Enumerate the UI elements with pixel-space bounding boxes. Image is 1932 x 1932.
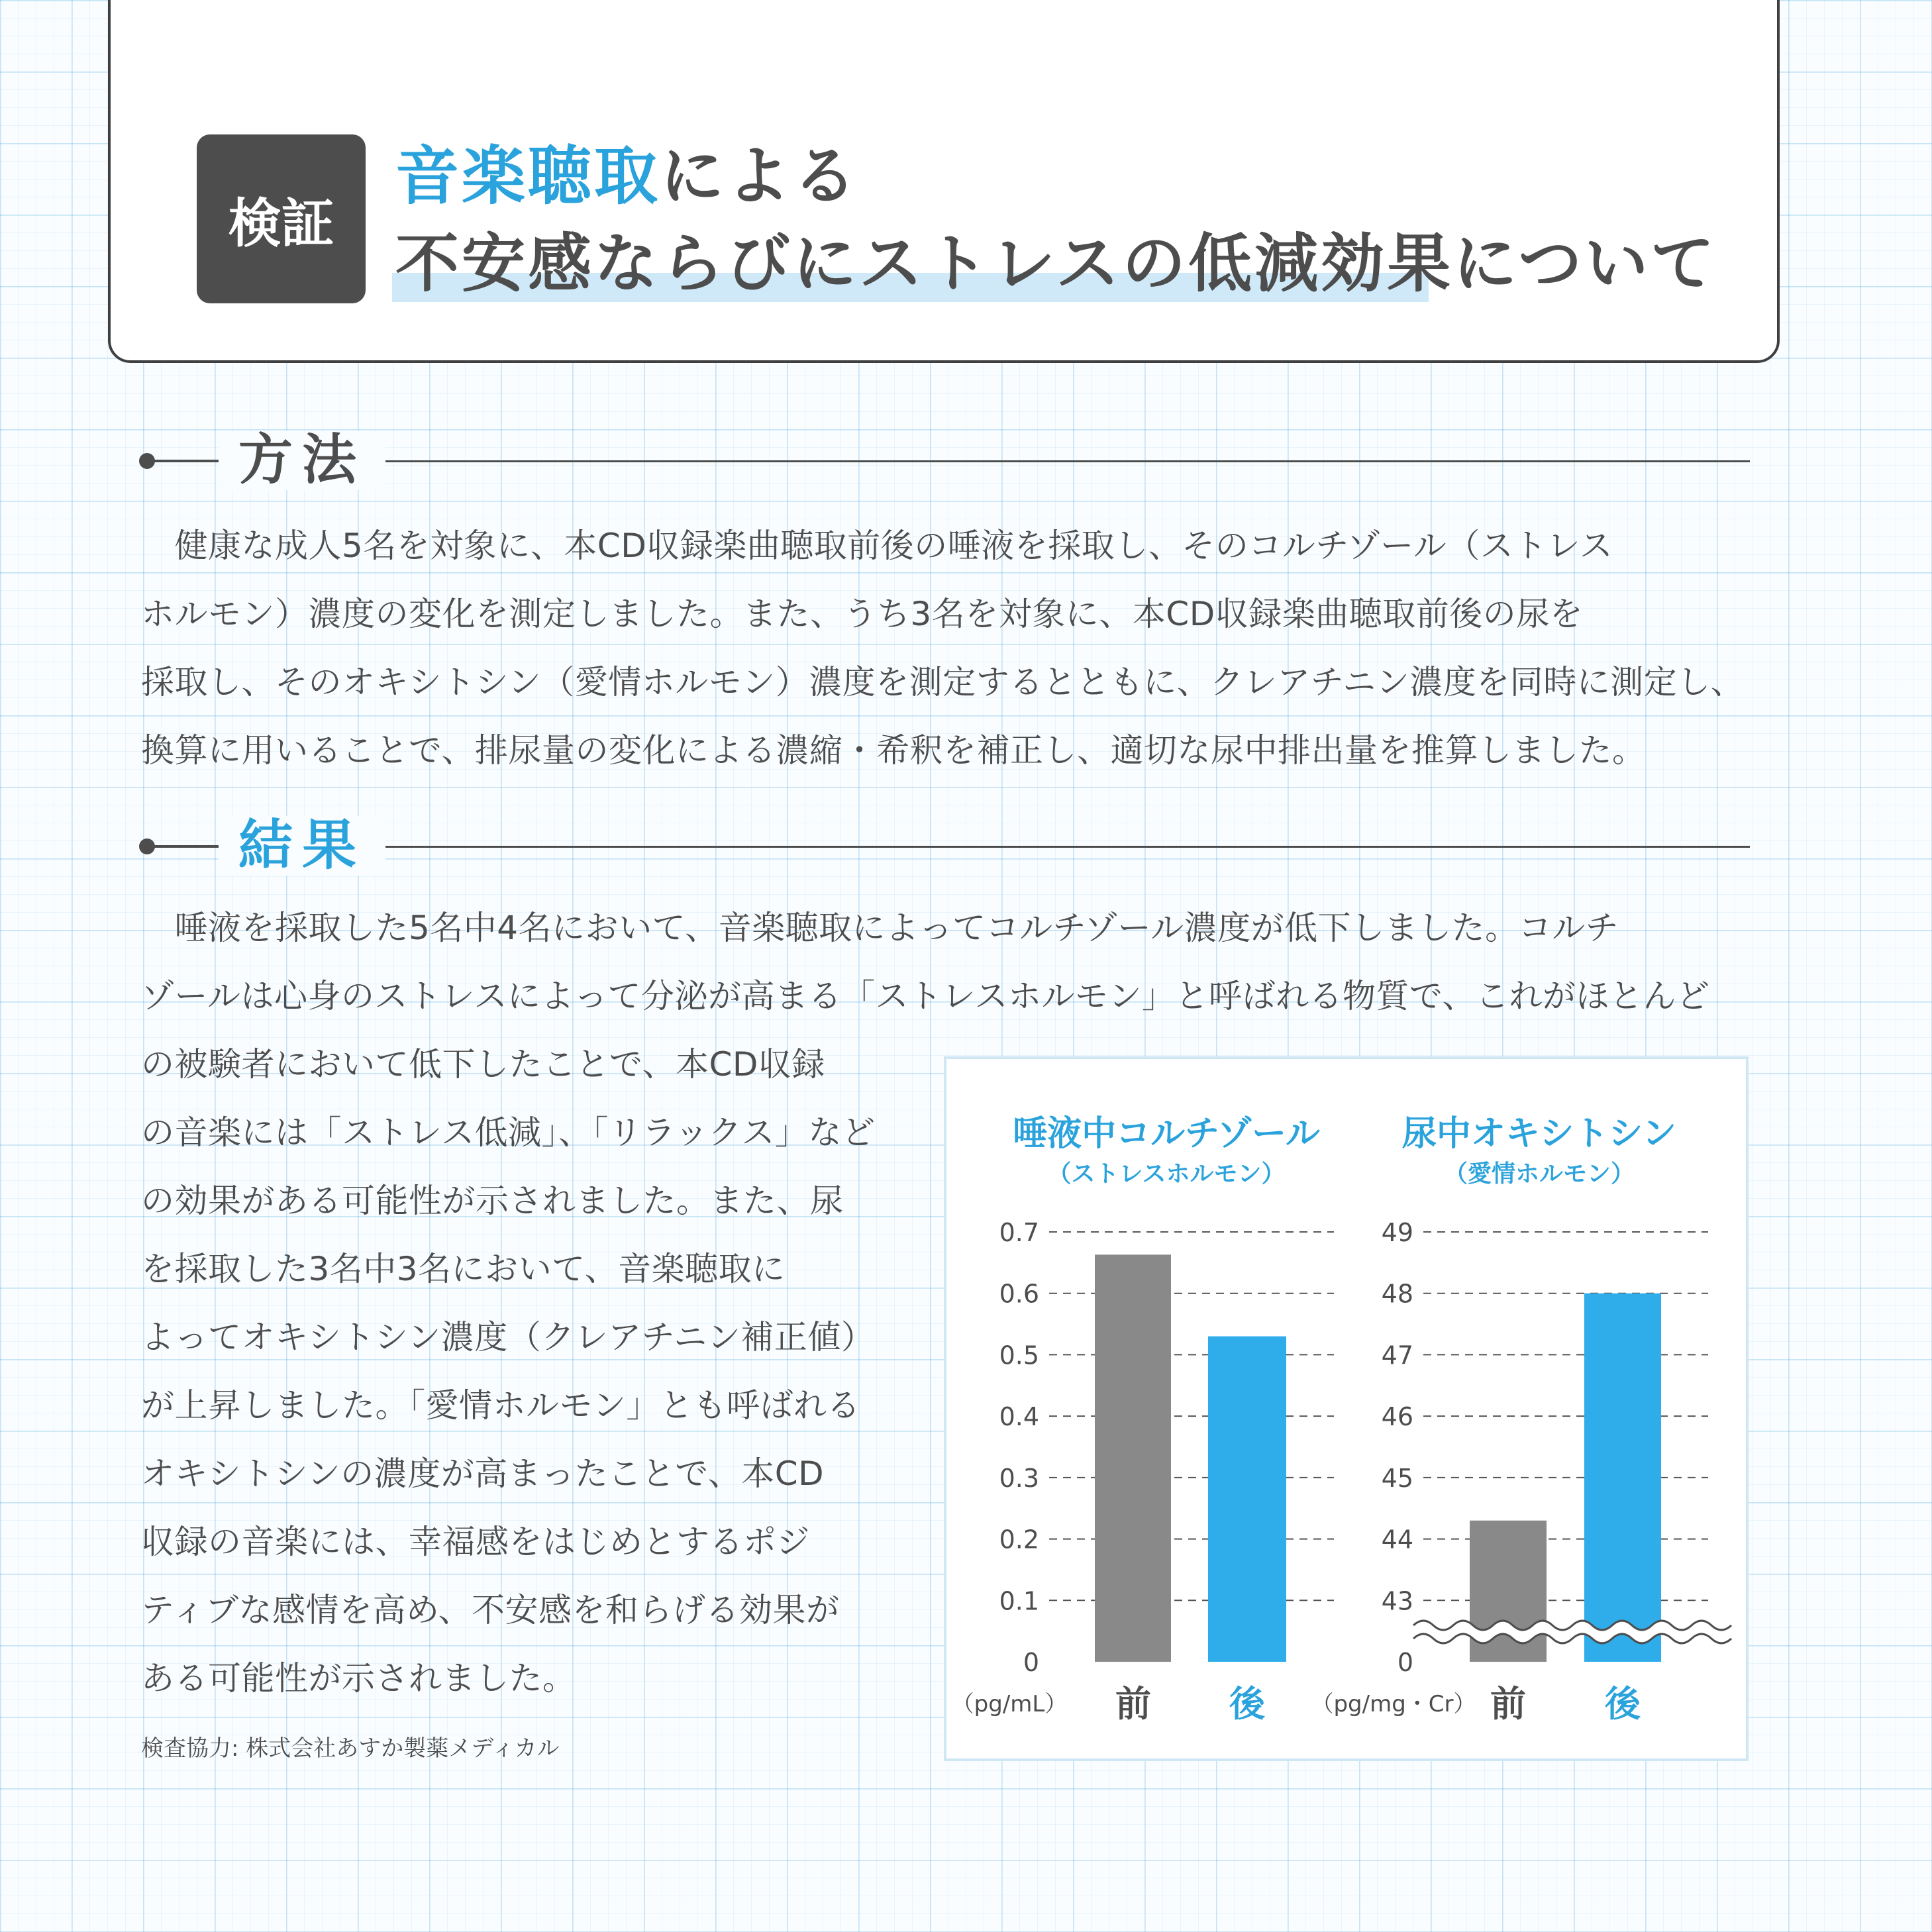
- method-line: 採取し、そのオキシトシン（愛情ホルモン）濃度を測定するとともに、クレアチニン濃度を同時に測定し、: [141, 663, 1745, 701]
- result-line: よってオキシトシン濃度（クレアチニン補正値）: [141, 1318, 875, 1356]
- result-line: 唾液を採取した5名中4名において、音楽聴取によってコルチゾール濃度が低下しました。コルチ: [141, 909, 1619, 947]
- category-label: 前: [1115, 1683, 1151, 1725]
- verification-badge: [197, 134, 366, 303]
- category-label: 後: [1605, 1683, 1641, 1725]
- result-line: ティブな感情を高め、不安感を和らげる効果が: [141, 1591, 840, 1629]
- result-line: の被験者において低下したことで、本CD収録: [141, 1045, 825, 1084]
- y-tick-label: 0.4: [999, 1402, 1039, 1432]
- y-tick-label: 46: [1381, 1402, 1413, 1432]
- section-rule: [358, 460, 1750, 462]
- title-highlight-1: 音楽聴取: [395, 139, 660, 213]
- bullet-dot: [139, 453, 155, 469]
- result-section-header: [139, 816, 1750, 876]
- method-line: 換算に用いることで、排尿量の変化による濃縮・希釈を補正し、適切な尿中排出量を推算しました。: [141, 731, 1646, 770]
- result-line: オキシトシンの濃度が高まったことで、本CD: [141, 1454, 825, 1493]
- y-tick-label: 43: [1381, 1586, 1413, 1616]
- result-line: を採取した3名中3名において、音楽聴取に: [141, 1250, 786, 1288]
- y-tick-label: 0.1: [999, 1586, 1039, 1616]
- badge-label: 検証: [228, 193, 334, 254]
- y-tick-label: 0.6: [999, 1279, 1039, 1309]
- y-tick-label: 44: [1381, 1525, 1413, 1554]
- section-rule: [358, 846, 1750, 848]
- chart-1-title: 唾液中コルチゾール: [1013, 1114, 1320, 1154]
- method-line: ホルモン）濃度の変化を測定しました。また、うち3名を対象に、本CD収録楽曲聴取前後の尿を: [141, 595, 1584, 633]
- y-tick-label: 0: [1023, 1648, 1039, 1677]
- y-tick-label: 49: [1381, 1218, 1413, 1247]
- credit-note: 検査協力: 株式会社あすか製薬メディカル: [141, 1735, 560, 1762]
- unit-label: （pg/mg・Cr）: [1311, 1691, 1476, 1717]
- y-tick-label: 0: [1397, 1648, 1413, 1677]
- bar: [1208, 1337, 1286, 1662]
- result-line: が上昇しました。「愛情ホルモン」とも呼ばれる: [141, 1386, 860, 1425]
- result-line: 収録の音楽には、幸福感をはじめとするポジ: [141, 1523, 810, 1561]
- chart-2-subtitle: （愛情ホルモン）: [1443, 1160, 1635, 1188]
- method-section-header: [139, 431, 1750, 490]
- chart-1-subtitle: （ストレスホルモン）: [1047, 1160, 1286, 1188]
- title-rest-1: による: [660, 139, 859, 213]
- category-label: 後: [1229, 1683, 1265, 1725]
- method-line: 健康な成人5名を対象に、本CD収録楽曲聴取前後の唾液を採取し、そのコルチゾール（ストレス: [141, 527, 1613, 565]
- result-line: の効果がある可能性が示されました。また、尿: [141, 1182, 844, 1220]
- y-tick-label: 47: [1381, 1341, 1413, 1370]
- title-line-1: [395, 139, 859, 213]
- result-paragraph-narrow: [141, 1031, 876, 1713]
- chart-2-title: 尿中オキシトシン: [1401, 1114, 1677, 1154]
- result-line: ゾールは心身のストレスによって分泌が高まる「ストレスホルモン」と呼ばれる物質で、これがほとんど: [141, 977, 1710, 1015]
- result-line: の音楽には「ストレス低減」、「リラックス」など: [141, 1113, 876, 1152]
- y-tick-label: 0.3: [999, 1463, 1039, 1493]
- method-heading: 方法: [219, 431, 385, 490]
- result-paragraph-full: [141, 894, 1710, 1031]
- y-tick-label: 0.7: [999, 1218, 1039, 1247]
- unit-label: （pg/mL）: [951, 1691, 1068, 1717]
- result-heading: 結果: [219, 816, 385, 876]
- title-highlight-2: 不安感ならびにストレスの低減効果: [395, 227, 1454, 301]
- method-paragraph: [141, 512, 1744, 785]
- chart-panel: [944, 1056, 1749, 1761]
- y-tick-label: 0.5: [999, 1341, 1039, 1370]
- title-line-2: [395, 227, 1717, 301]
- bullet-dot: [139, 839, 155, 854]
- category-label: 前: [1490, 1683, 1526, 1725]
- result-line: ある可能性が示されました。: [141, 1659, 576, 1698]
- y-tick-label: 0.2: [999, 1525, 1039, 1554]
- bar: [1095, 1254, 1171, 1662]
- title-rest-2: について: [1453, 227, 1717, 301]
- y-tick-label: 45: [1381, 1463, 1413, 1493]
- y-tick-label: 48: [1381, 1279, 1413, 1309]
- bar: [1584, 1294, 1661, 1662]
- bar-charts-svg: [946, 1059, 1746, 1758]
